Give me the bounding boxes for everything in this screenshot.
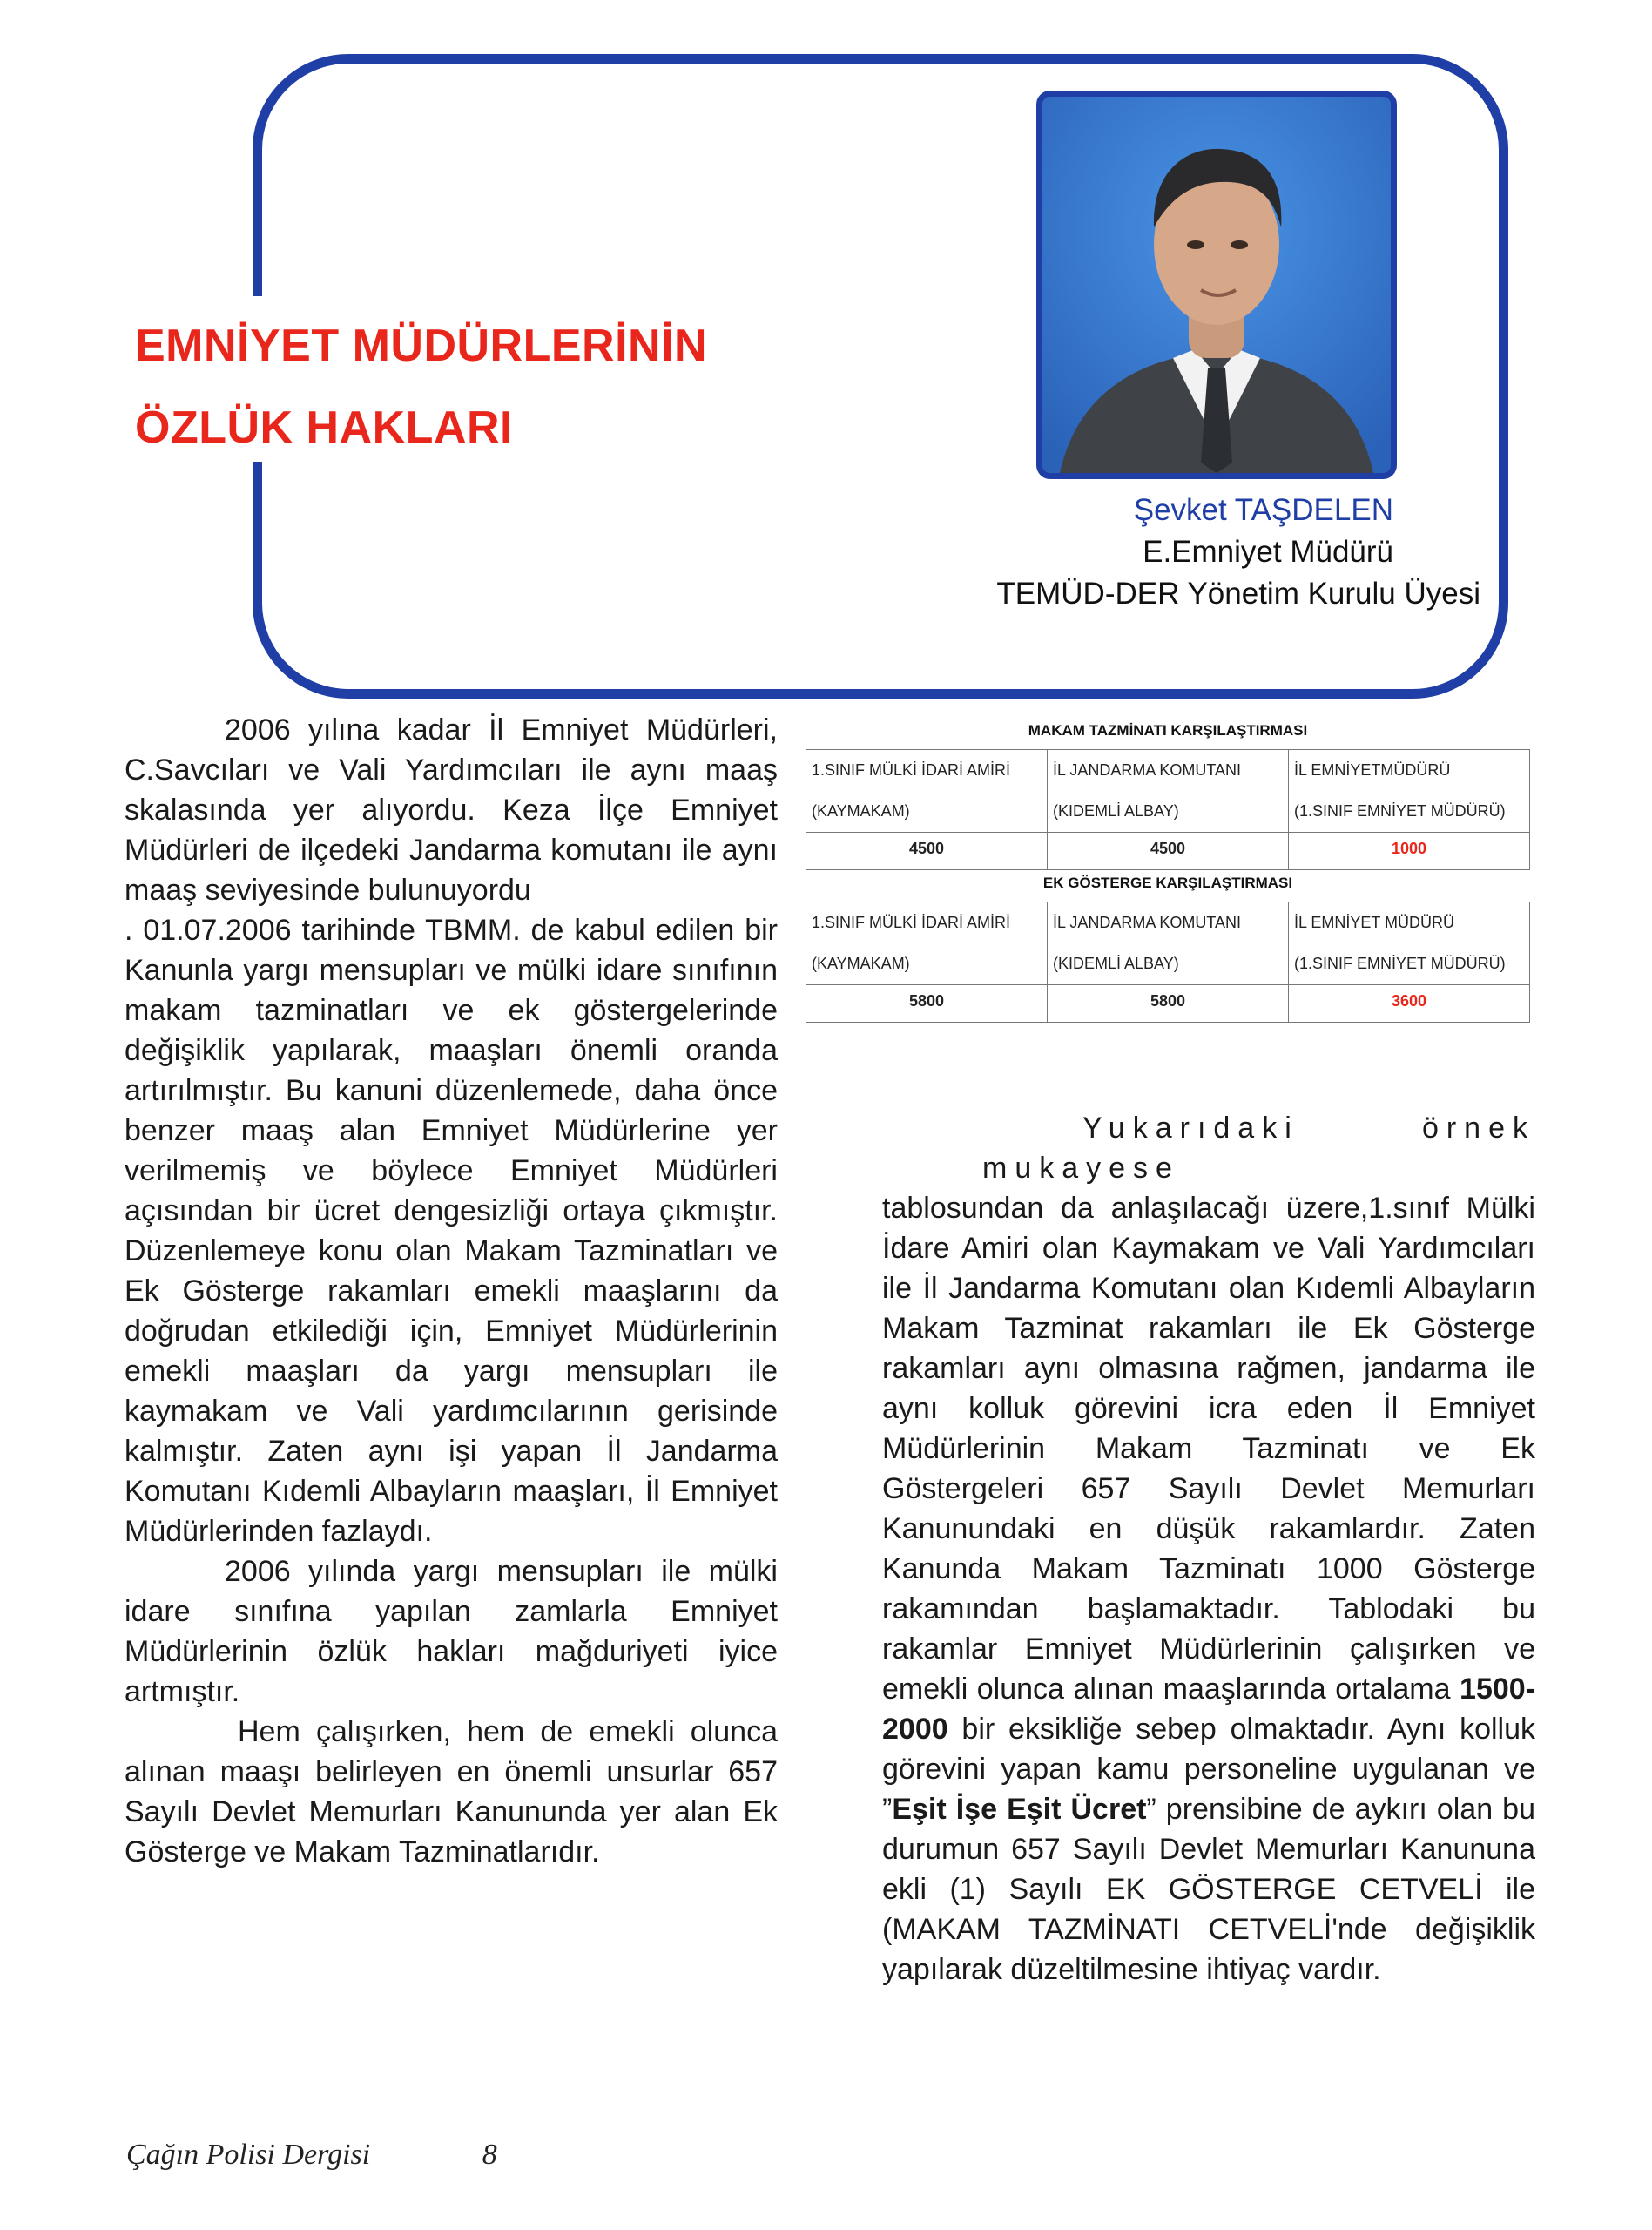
table1-header-1: 1.SINIF MÜLKİ İDARİ AMİRİ (KAYMAKAM) bbox=[806, 750, 1048, 833]
right-bold-principle: Eşit İşe Eşit Ücret bbox=[892, 1793, 1147, 1826]
right-column bbox=[882, 1108, 1535, 1990]
author-block bbox=[914, 490, 1480, 615]
right-paragraph-lead: Yukarıdaki örnek mukayese bbox=[982, 1112, 1535, 1185]
right-bold-range: 1500-2000 bbox=[882, 1672, 1535, 1746]
left-paragraph-3: 2006 yılında yargı mensupları ile mülki idare sınıfına yapılan zamlarla Emniyet Müdürlerinin özlük hakları mağduriyeti iyice artmıştır. bbox=[125, 1555, 778, 1708]
makam-tazminati-table bbox=[806, 749, 1530, 870]
right-paragraph bbox=[882, 1108, 1535, 1990]
author-organization: TEMÜD-DER Yönetim Kurulu Üyesi bbox=[996, 577, 1480, 611]
author-role: E.Emniyet Müdürü bbox=[1143, 535, 1393, 569]
left-column bbox=[125, 710, 778, 1872]
table1-header-2: İL JANDARMA KOMUTANI (KIDEMLİ ALBAY) bbox=[1048, 750, 1289, 833]
comparison-tables bbox=[806, 721, 1530, 1023]
table1-value-3: 1000 bbox=[1289, 833, 1530, 870]
table2-value-3: 3600 bbox=[1289, 985, 1530, 1023]
table2-caption: EK GÖSTERGE KARŞILAŞTIRMASI bbox=[1042, 875, 1293, 891]
table2-value-1: 5800 bbox=[806, 985, 1048, 1023]
table1-caption: MAKAM TAZMİNATI KARŞILAŞTIRMASI bbox=[1028, 722, 1308, 739]
table2-header-3: İL EMNİYET MÜDÜRÜ (1.SINIF EMNİYET MÜDÜRÜ) bbox=[1289, 902, 1530, 985]
left-paragraph-4: Hem çalışırken, hem de emekli olunca alınan maaşı belirleyen en önemli unsurlar 657 Sayılı Devlet Memurları Kanununda yer alan Ek Gösterge ve Makam Tazminatlarıdır. bbox=[125, 1715, 778, 1868]
table2-header-2: İL JANDARMA KOMUTANI (KIDEMLİ ALBAY) bbox=[1048, 902, 1289, 985]
author-photo bbox=[1036, 91, 1397, 479]
title-line-2: ÖZLÜK HAKLARI bbox=[135, 402, 514, 453]
magazine-name: Çağın Polisi Dergisi bbox=[126, 2139, 371, 2171]
page-number: 8 bbox=[482, 2139, 497, 2171]
right-text-c: ” prensibine de aykırı olan bu durumun 657 Sayılı Devlet Memurları Kanununa ekli (1) Sayılı EK GÖSTERGE CETVELİ ile (MAKAM TAZMİNATI CETVELİ'nde değişiklik yapılarak düzeltilmesine ihtiyaç vardır. bbox=[882, 1793, 1535, 1986]
right-text-a: tablosundan da anlaşılacağı üzere,1.sınıf Mülki İdare Amiri olan Kaymakam ve Vali Yardımcıları ile İl Jandarma Komutanı olan Kıdemli Albayların Makam Tazminat rakamları ile Ek Gösterge rakamları aynı olmasına rağmen, jandarma ile aynı kolluk görevini icra eden İl Emniyet Müdürlerinin Makam Tazminatı ve Ek Göstergeleri 657 Sayılı Devlet Memurları Kanunundaki en düşük rakamlardır. Zaten Kanunda Makam Tazminatı 1000 Gösterge rakamından başlamaktadır. Tablodaki bu rakamlar Emniyet Müdürlerinin çalışırken ve emekli olunca alınan maaşlarında ortalama bbox=[882, 1192, 1535, 1706]
table2-header-1: 1.SINIF MÜLKİ İDARİ AMİRİ (KAYMAKAM) bbox=[806, 902, 1048, 985]
page-footer bbox=[126, 2139, 497, 2172]
table1-value-2: 4500 bbox=[1048, 833, 1289, 870]
table1-header-3: İL EMNİYETMÜDÜRÜ (1.SINIF EMNİYET MÜDÜRÜ) bbox=[1289, 750, 1530, 833]
table2-value-2: 5800 bbox=[1048, 985, 1289, 1023]
title-line-1: EMNİYET MÜDÜRLERİNİN bbox=[135, 321, 708, 371]
author-name: Şevket TAŞDELEN bbox=[1133, 493, 1393, 527]
left-paragraph-2: . 01.07.2006 tarihinde TBMM. de kabul edilen bir Kanunla yargı mensupları ve mülki idare sınıfının makam tazminatları ve ek göstergelerinde değişiklik yapılarak, maaşları önemli oranda artırılmıştır. Bu kanuni düzenlemede, daha önce benzer maaş alan Emniyet Müdürlerine yer verilmemiş ve böylece Emniyet Müdürleri açısından bir ücret dengesizliği ortaya çıkmıştır. Düzenlemeye konu olan Makam Tazminatları ve Ek Gösterge rakamları emekli maaşlarını da doğrudan etkilediği için, Emniyet Müdürlerinin emekli maaşları da yargı mensupları ile kaymakam ve Vali yardımcılarının gerisinde kalmıştır. Zaten aynı işi yapan İl Jandarma Komutanı Kıdemli Albayların maaşları, İl Emniyet Müdürlerinden fazlaydı. bbox=[125, 914, 778, 1548]
article-title bbox=[135, 305, 707, 469]
left-paragraph-1: 2006 yılına kadar İl Emniyet Müdürleri, C.Savcıları ve Vali Yardımcıları ile aynı maaş skalasında yer alıyordu. Keza İlçe Emniyet Müdürleri de ilçedeki Jandarma komutanı ile aynı maaş seviyesinde bulunuyordu bbox=[125, 713, 778, 907]
ek-gosterge-table bbox=[806, 902, 1530, 1023]
right-text-b: bir eksikliğe sebep olmaktadır. Aynı kolluk görevini yapan kamu personeline uygulanan ve ” bbox=[882, 1713, 1535, 1826]
table1-value-1: 4500 bbox=[806, 833, 1048, 870]
